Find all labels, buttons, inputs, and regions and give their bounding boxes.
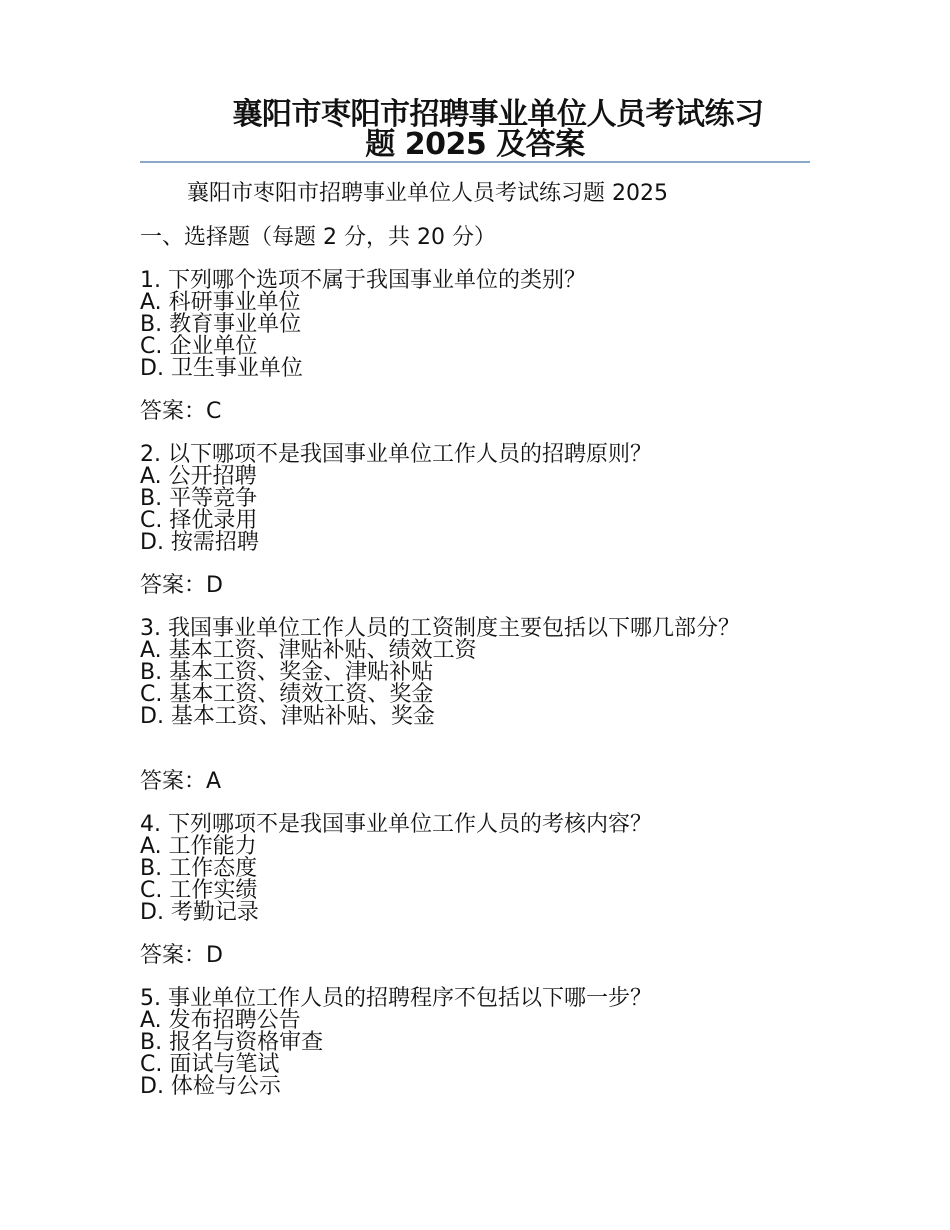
option-d: D. 体检与公示: [140, 1074, 281, 1099]
option-b: B. 基本工资、奖金、津贴补贴: [140, 660, 434, 685]
option-c: C. 面试与笔试: [140, 1052, 280, 1077]
title-line-2: 题 2025 及答案: [365, 127, 585, 162]
question-stem: 2. 以下哪项不是我国事业单位工作人员的招聘原则？: [140, 442, 652, 467]
option-a: A. 工作能力: [140, 834, 257, 859]
option-c: C. 择优录用: [140, 508, 258, 533]
option-a: A. 基本工资、津贴补贴、绩效工资: [140, 638, 477, 663]
option-d: D. 考勤记录: [140, 900, 259, 925]
question-stem: 5. 事业单位工作人员的招聘程序不包括以下哪一步？: [140, 986, 652, 1011]
question-3: [140, 618, 780, 728]
option-a: A. 科研事业单位: [140, 290, 301, 315]
question-stem: 4. 下列哪项不是我国事业单位工作人员的考核内容？: [140, 812, 652, 837]
option-d: D. 卫生事业单位: [140, 356, 303, 381]
answer-4: 答案：D: [140, 943, 223, 968]
question-stem: 3. 我国事业单位工作人员的工资制度主要包括以下哪几部分？: [140, 616, 740, 641]
option-c: C. 企业单位: [140, 334, 258, 359]
option-c: C. 工作实绩: [140, 878, 258, 903]
title-divider: [140, 161, 810, 163]
question-5: [140, 988, 780, 1098]
question-1: [140, 270, 780, 380]
section-heading: 一、选择题（每题 2 分，共 20 分）: [140, 225, 496, 250]
option-c: C. 基本工资、绩效工资、奖金: [140, 682, 434, 707]
answer-2: 答案：D: [140, 573, 223, 598]
option-b: B. 平等竞争: [140, 486, 258, 511]
document-subtitle: 襄阳市枣阳市招聘事业单位人员考试练习题 2025: [187, 181, 668, 206]
question-stem: 1. 下列哪个选项不属于我国事业单位的类别？: [140, 268, 586, 293]
answer-3: 答案：A: [140, 769, 222, 794]
title-line-1: 襄阳市枣阳市招聘事业单位人员考试练习: [232, 97, 764, 132]
option-a: A. 发布招聘公告: [140, 1008, 301, 1033]
option-a: A. 公开招聘: [140, 464, 257, 489]
option-b: B. 工作态度: [140, 856, 258, 881]
answer-1: 答案：C: [140, 399, 222, 424]
document-title: [140, 97, 810, 162]
question-2: [140, 444, 780, 554]
question-4: [140, 814, 780, 924]
option-d: D. 基本工资、津贴补贴、奖金: [140, 704, 435, 729]
option-d: D. 按需招聘: [140, 530, 259, 555]
option-b: B. 教育事业单位: [140, 312, 302, 337]
option-b: B. 报名与资格审查: [140, 1030, 324, 1055]
